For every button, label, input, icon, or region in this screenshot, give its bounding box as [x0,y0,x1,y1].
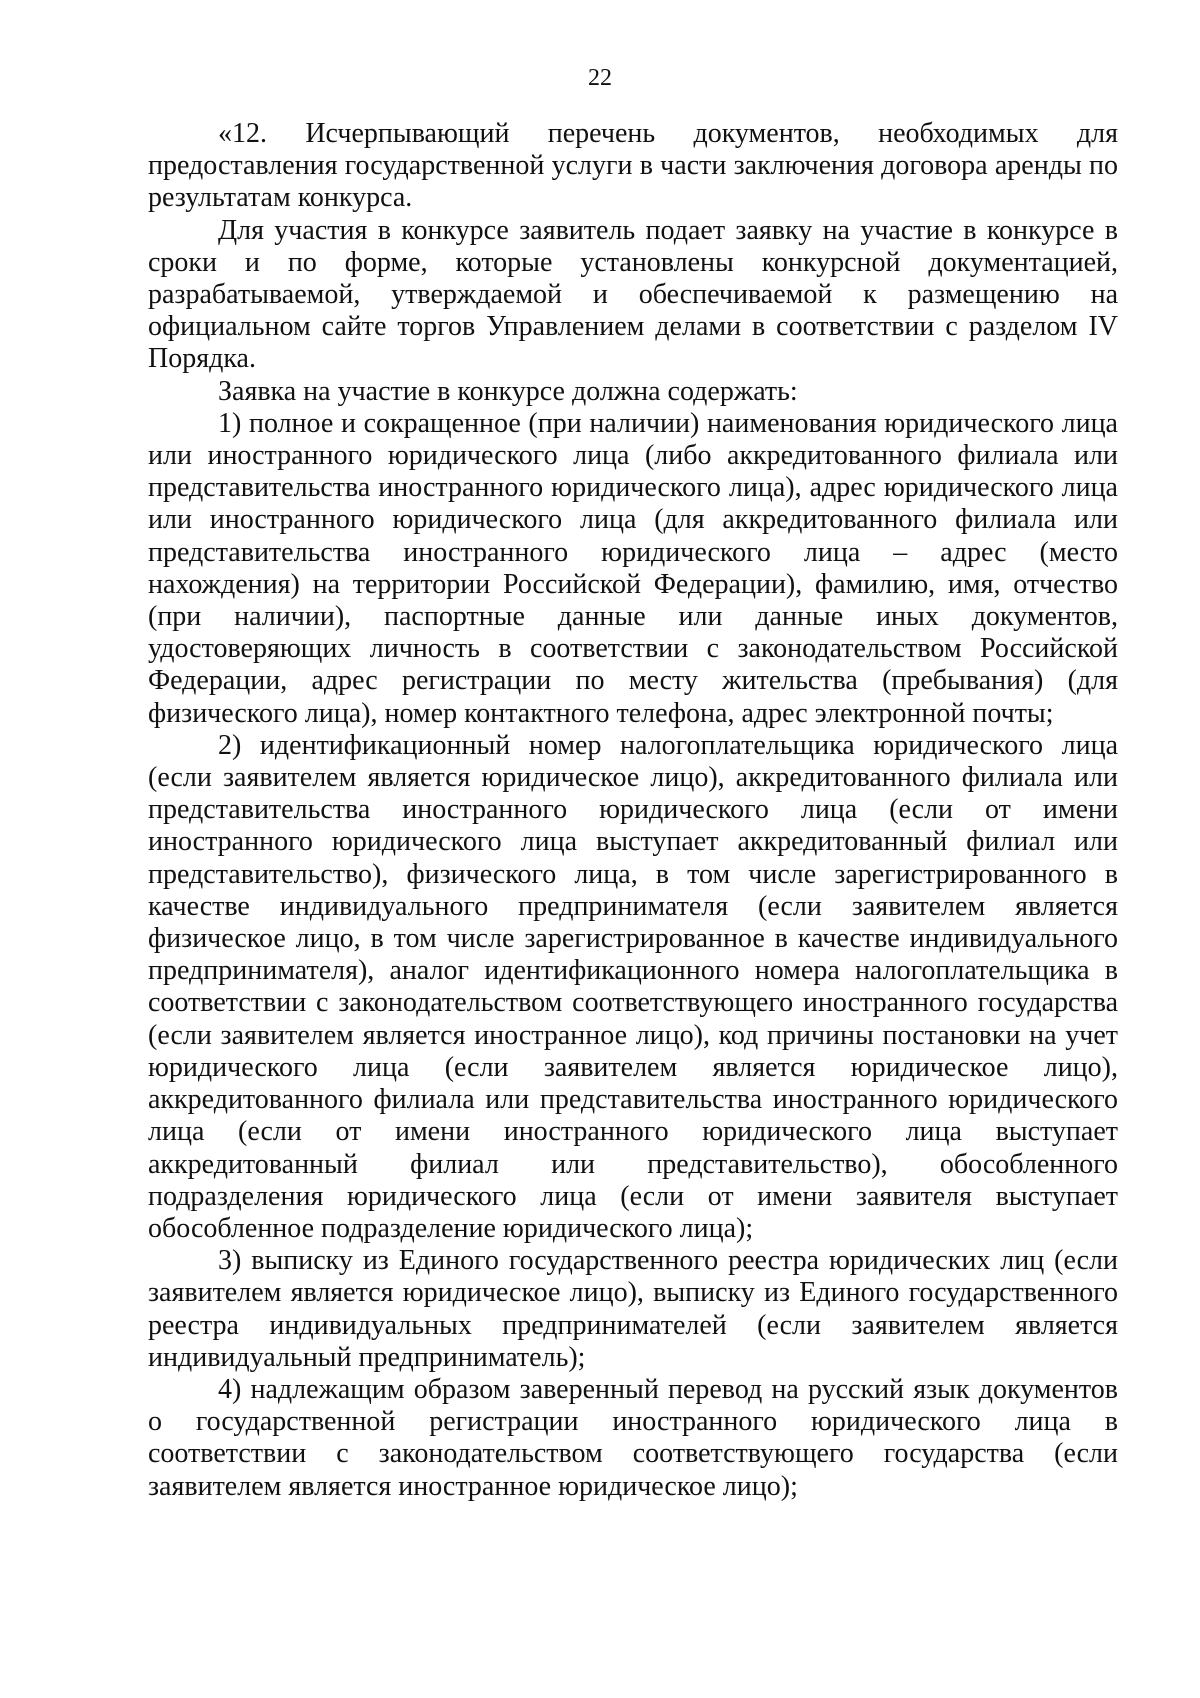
paragraph-application-contents-intro: Заявка на участие в конкурсе должна содержать: [218,375,798,407]
list-item-1: 1) полное и сокращенное (при наличии) наименования юридического лица или иностранного юридического лица (либо аккредитованного филиала или представительства иностранного юридического лица), адрес юридического лица или иностранного юридического лица (для аккредитованного филиала или представительства иностранного юридического лица – адрес (место нахождения) на территории Российской Федерации), фамилию, имя, отчество (при наличии), паспортные данные или данные иных документов, удостоверяющих личность в соответствии с законодательством Российской Федерации, адрес регистрации по месту жительства (пребывания) (для физического лица), номер контактного телефона, адрес электронной почты; [148,407,1118,729]
page-number: 22 [588,65,612,91]
list-item-3: 3) выписку из Единого государственного реестра юридических лиц (если заявителем является юридическое лицо), выписку из Единого государственного реестра индивидуальных предпринимателей (если заявителем является индивидуальный предприниматель); [148,1245,1118,1373]
document-body [148,118,1118,1503]
list-item-4: 4) надлежащим образом заверенный перевод на русский язык документов о государственной регистрации иностранного юридического лица в соответствии с законодательством соответствующего государства (если заявителем является иностранное юридическое лицо); [148,1373,1118,1502]
paragraph-application-submission: Для участия в конкурсе заявитель подает заявку на участие в конкурсе в сроки и по форме, которые установлены конкурсной документацией, разрабатываемой, утверждаемой и обеспечиваемой к размещению на официальном сайте торгов Управлением делами в соответствии с разделом IV Порядка. [148,214,1118,375]
list-item-2: 2) идентификационный номер налогоплательщика юридического лица (если заявителем является юридическое лицо), аккредитованного филиала или представительства иностранного юридического лица (если от имени иностранного юридического лица выступает аккредитованный филиал или представительство), физического лица, в том числе зарегистрированного в качестве индивидуального предпринимателя (если заявителем является физическое лицо, в том числе зарегистрированное в качестве индивидуального предпринимателя), аналог идентификационного номера налогоплательщика в соответствии с законодательством соответствующего иностранного государства (если заявителем является иностранное лицо), код причины постановки на учет юридического лица (если заявителем является юридическое лицо), аккредитованного филиала или представительства иностранного юридического лица (если от имени иностранного юридического лица выступает аккредитованный филиал или представительство), обособленного подразделения юридического лица (если от имени заявителя выступает обособленное подразделение юридического лица); [148,729,1118,1244]
section-heading-paragraph: «12. Исчерпывающий перечень документов, необходимых для предоставления государственной услуги в части заключения договора аренды по результатам конкурса. [148,118,1118,214]
